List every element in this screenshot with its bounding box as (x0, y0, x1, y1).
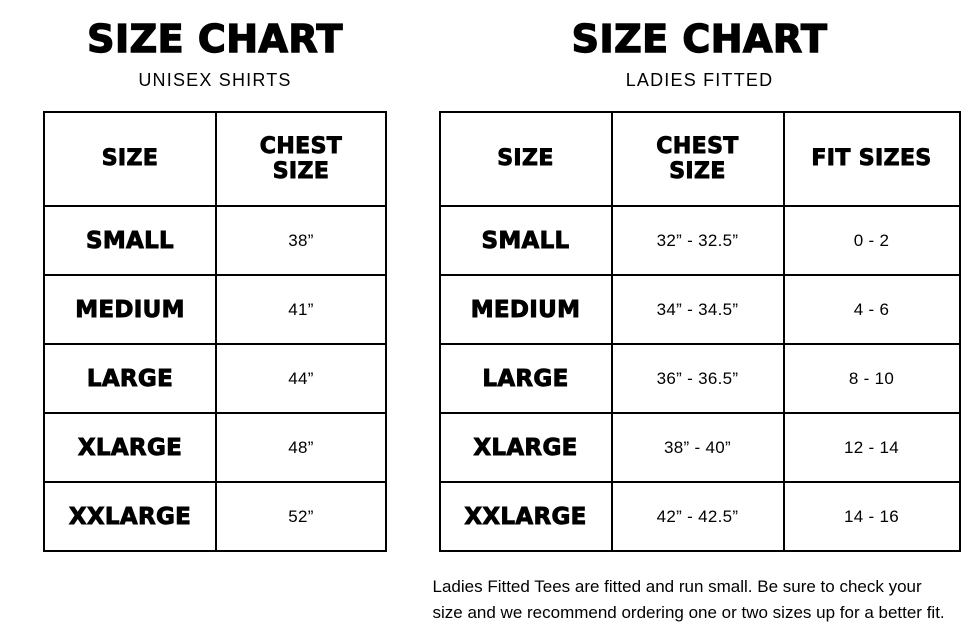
cell-chest: 44” (216, 344, 386, 413)
cell-size: MEDIUM (44, 275, 216, 344)
unisex-size-chart-panel (0, 0, 430, 552)
table-header-row (44, 112, 386, 206)
column-header-chest-line2: SIZE (272, 159, 330, 184)
column-header-size-line1: SIZE (497, 146, 554, 172)
subtitle-unisex: UNISEX SHIRTS (138, 70, 292, 90)
cell-chest: 34” - 34.5” (612, 275, 784, 344)
cell-fit: 8 - 10 (784, 344, 960, 413)
cell-size: SMALL (440, 206, 612, 275)
column-header-fit-sizes (784, 112, 960, 206)
table-row (44, 482, 386, 551)
cell-size: MEDIUM (440, 275, 612, 344)
cell-size: LARGE (440, 344, 612, 413)
subtitle-ladies: LADIES FITTED (625, 70, 774, 90)
table-row (44, 275, 386, 344)
table-header-row (440, 112, 960, 206)
column-header-chest-line2: SIZE (669, 159, 726, 184)
page-title-ladies: SIZE CHART (571, 17, 828, 61)
cell-size: XLARGE (44, 413, 216, 482)
column-header-size (44, 112, 216, 206)
cell-size: XXLARGE (440, 482, 612, 551)
ladies-size-table (439, 111, 961, 552)
cell-size: XXLARGE (44, 482, 216, 551)
ladies-fit-note: Ladies Fitted Tees are fitted and run small. Be sure to check your size and we recommend ordering one or two sizes up for a better fit. (432, 577, 945, 623)
table-row (440, 275, 960, 344)
cell-chest: 36” - 36.5” (612, 344, 784, 413)
cell-chest: 48” (216, 413, 386, 482)
table-row (44, 344, 386, 413)
column-header-size (440, 112, 612, 206)
table-row (44, 206, 386, 275)
column-header-chest-size (216, 112, 386, 206)
table-row (44, 413, 386, 482)
column-header-size-line1: SIZE (101, 146, 159, 172)
cell-chest: 41” (216, 275, 386, 344)
cell-chest: 38” - 40” (612, 413, 784, 482)
table-row (440, 206, 960, 275)
page-title-unisex: SIZE CHART (87, 17, 343, 61)
table-row (440, 482, 960, 551)
cell-fit: 12 - 14 (784, 413, 960, 482)
unisex-size-table (43, 111, 387, 552)
cell-chest: 38” (216, 206, 386, 275)
cell-chest: 42” - 42.5” (612, 482, 784, 551)
cell-fit: 0 - 2 (784, 206, 960, 275)
column-header-chest-line1: CHEST (259, 133, 343, 159)
column-header-chest-line1: CHEST (656, 133, 739, 159)
cell-fit: 14 - 16 (784, 482, 960, 551)
cell-chest: 52” (216, 482, 386, 551)
column-header-fit-line1: FIT SIZES (811, 146, 932, 172)
ladies-size-chart-panel (430, 0, 969, 627)
column-header-chest-size (612, 112, 784, 206)
table-row (440, 413, 960, 482)
cell-fit: 4 - 6 (784, 275, 960, 344)
cell-chest: 32” - 32.5” (612, 206, 784, 275)
cell-size: LARGE (44, 344, 216, 413)
cell-size: XLARGE (440, 413, 612, 482)
cell-size: SMALL (44, 206, 216, 275)
table-row (440, 344, 960, 413)
